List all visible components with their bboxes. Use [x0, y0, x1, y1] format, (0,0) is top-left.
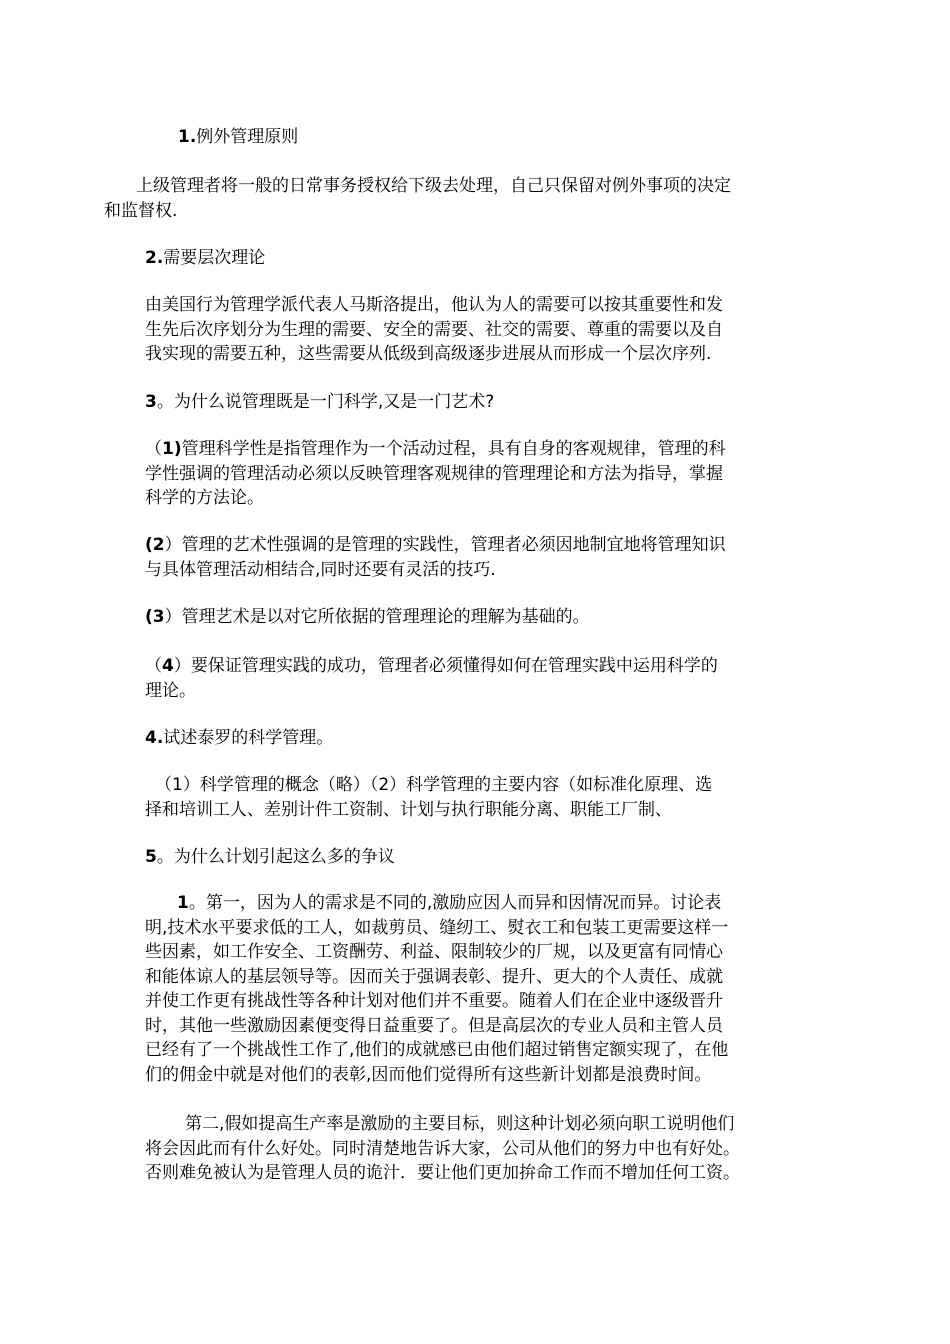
paragraph-scientific-management	[145, 773, 712, 822]
paragraph-needs-hierarchy	[145, 293, 723, 367]
text-line: 我实现的需要五种，这些需要从低级到高级逐步进展从而形成一个层次序列.	[145, 344, 712, 364]
text-line: 与具体管理活动相结合,同时还要有灵活的技巧.	[145, 559, 496, 580]
paragraph-item-2	[145, 533, 726, 582]
heading-number: 2.	[145, 248, 164, 268]
heading-plan-controversy	[145, 845, 395, 870]
heading-number: 3	[145, 392, 157, 412]
heading-text: 试述泰罗的科学管理。	[163, 728, 334, 748]
heading-text: 例外管理原则	[196, 127, 299, 147]
text-line: 明,技术水平要求低的工人，如裁剪员、缝纫工、熨衣工和包装工更需要这样一	[145, 917, 729, 938]
paragraph-item-3	[145, 605, 590, 630]
text-line: 和监督权.	[104, 200, 178, 221]
heading-text: 需要层次理论	[163, 248, 266, 268]
heading-number: 4.	[145, 728, 164, 748]
item-number: (2	[145, 535, 165, 555]
item-text: ）要保证管理实践的成功，管理者必须懂得如何在管理实践中运用科学的	[173, 656, 718, 676]
paragraph-exception-principle	[104, 174, 731, 223]
text-line: 已经有了一个挑战性工作了,他们的成就感已由他们超过销售定额实现了，在他	[145, 1040, 729, 1060]
text-line: 由美国行为管理学派代表人马斯洛提出，他认为人的需要可以按其重要性和发	[145, 295, 723, 315]
paragraph-item-1	[145, 437, 726, 511]
item-number: 1)	[162, 439, 182, 459]
item-prefix: （	[145, 439, 162, 459]
text-line: 学性强调的管理活动必须以反映管理客观规律的管理理论和方法为指导，掌握	[145, 463, 723, 484]
text-line: 并使工作更有挑战性等各种计划对他们并不重要。随着人们在企业中逐级晋升	[145, 991, 723, 1011]
heading-text: 。为什么说管理既是一门科学,又是一门艺术?	[156, 392, 495, 412]
item-text: ）管理的艺术性强调的是管理的实践性，管理者必须因地制宜地将管理知识	[164, 535, 726, 555]
text-line: 些因素，如工作安全、工资酬劳、利益、限制较少的厂规，以及更富有同情心	[145, 942, 723, 962]
heading-number: 5	[145, 847, 157, 867]
text-line: 第二,假如提高生产率是激励的主要目标，则这种计划必须向职工说明他们	[185, 1114, 735, 1134]
heading-science-and-art	[145, 390, 494, 415]
heading-exception-principle	[178, 125, 298, 150]
heading-number: 1.	[178, 127, 197, 147]
item-text: 管理科学性是指管理作为一个活动过程，具有自身的客观规律，管理的科	[181, 439, 726, 459]
text-line: 和能体谅人的基层领导等。因而关于强调表彰、提升、更大的个人责任、成就	[145, 966, 723, 987]
paragraph-first-reason	[145, 891, 728, 1087]
text-line: 时，其他一些激励因素便变得日益重要了。但是高层次的专业人员和主管人员	[145, 1015, 723, 1036]
text-line: 上级管理者将一般的日常事务授权给下级去处理，自己只保留对例外事项的决定	[136, 176, 731, 196]
heading-text: 。为什么计划引起这么多的争议	[156, 847, 395, 867]
text-line: 择和培训工人、差别计件工资制、计划与执行职能分离、职能工厂制、	[145, 799, 672, 820]
text-line	[145, 533, 726, 558]
paragraph-second-reason	[145, 1112, 740, 1186]
text-line: 们的佣金中就是对他们的表彰,因而他们觉得所有这些新计划都是浪费时间。	[145, 1064, 712, 1085]
item-number: 1	[177, 893, 189, 913]
item-prefix: （	[145, 656, 162, 676]
item-text: ）管理艺术是以对它所依据的管理理论的理解为基础的。	[164, 607, 590, 627]
heading-needs-hierarchy	[145, 246, 265, 271]
paragraph-item-4	[145, 654, 718, 703]
item-number: (3	[145, 607, 165, 627]
text-line: 科学的方法论。	[145, 488, 264, 508]
text-line	[145, 891, 728, 916]
text-line: （1）科学管理的概念（略）（2）科学管理的主要内容（如标准化原理、选	[155, 775, 713, 795]
item-number: 4	[162, 656, 174, 676]
heading-taylor-scientific-management	[145, 726, 333, 751]
text-line: 理论。	[145, 680, 196, 701]
text-line	[145, 437, 726, 462]
item-text: 。第一，因为人的需求是不同的,激励应因人而异和因情况而异。讨论表	[188, 893, 722, 913]
text-line: 将会因此而有什么好处。同时清楚地告诉大家，公司从他们的努力中也有好处。	[145, 1138, 740, 1159]
text-line	[145, 654, 718, 679]
text-line: 否则难免被认为是管理人员的诡汁．要让他们更加拚命工作而不增加任何工资。	[145, 1163, 740, 1183]
text-line: 生先后次序划分为生理的需要、安全的需要、社交的需要、尊重的需要以及自	[145, 319, 723, 340]
